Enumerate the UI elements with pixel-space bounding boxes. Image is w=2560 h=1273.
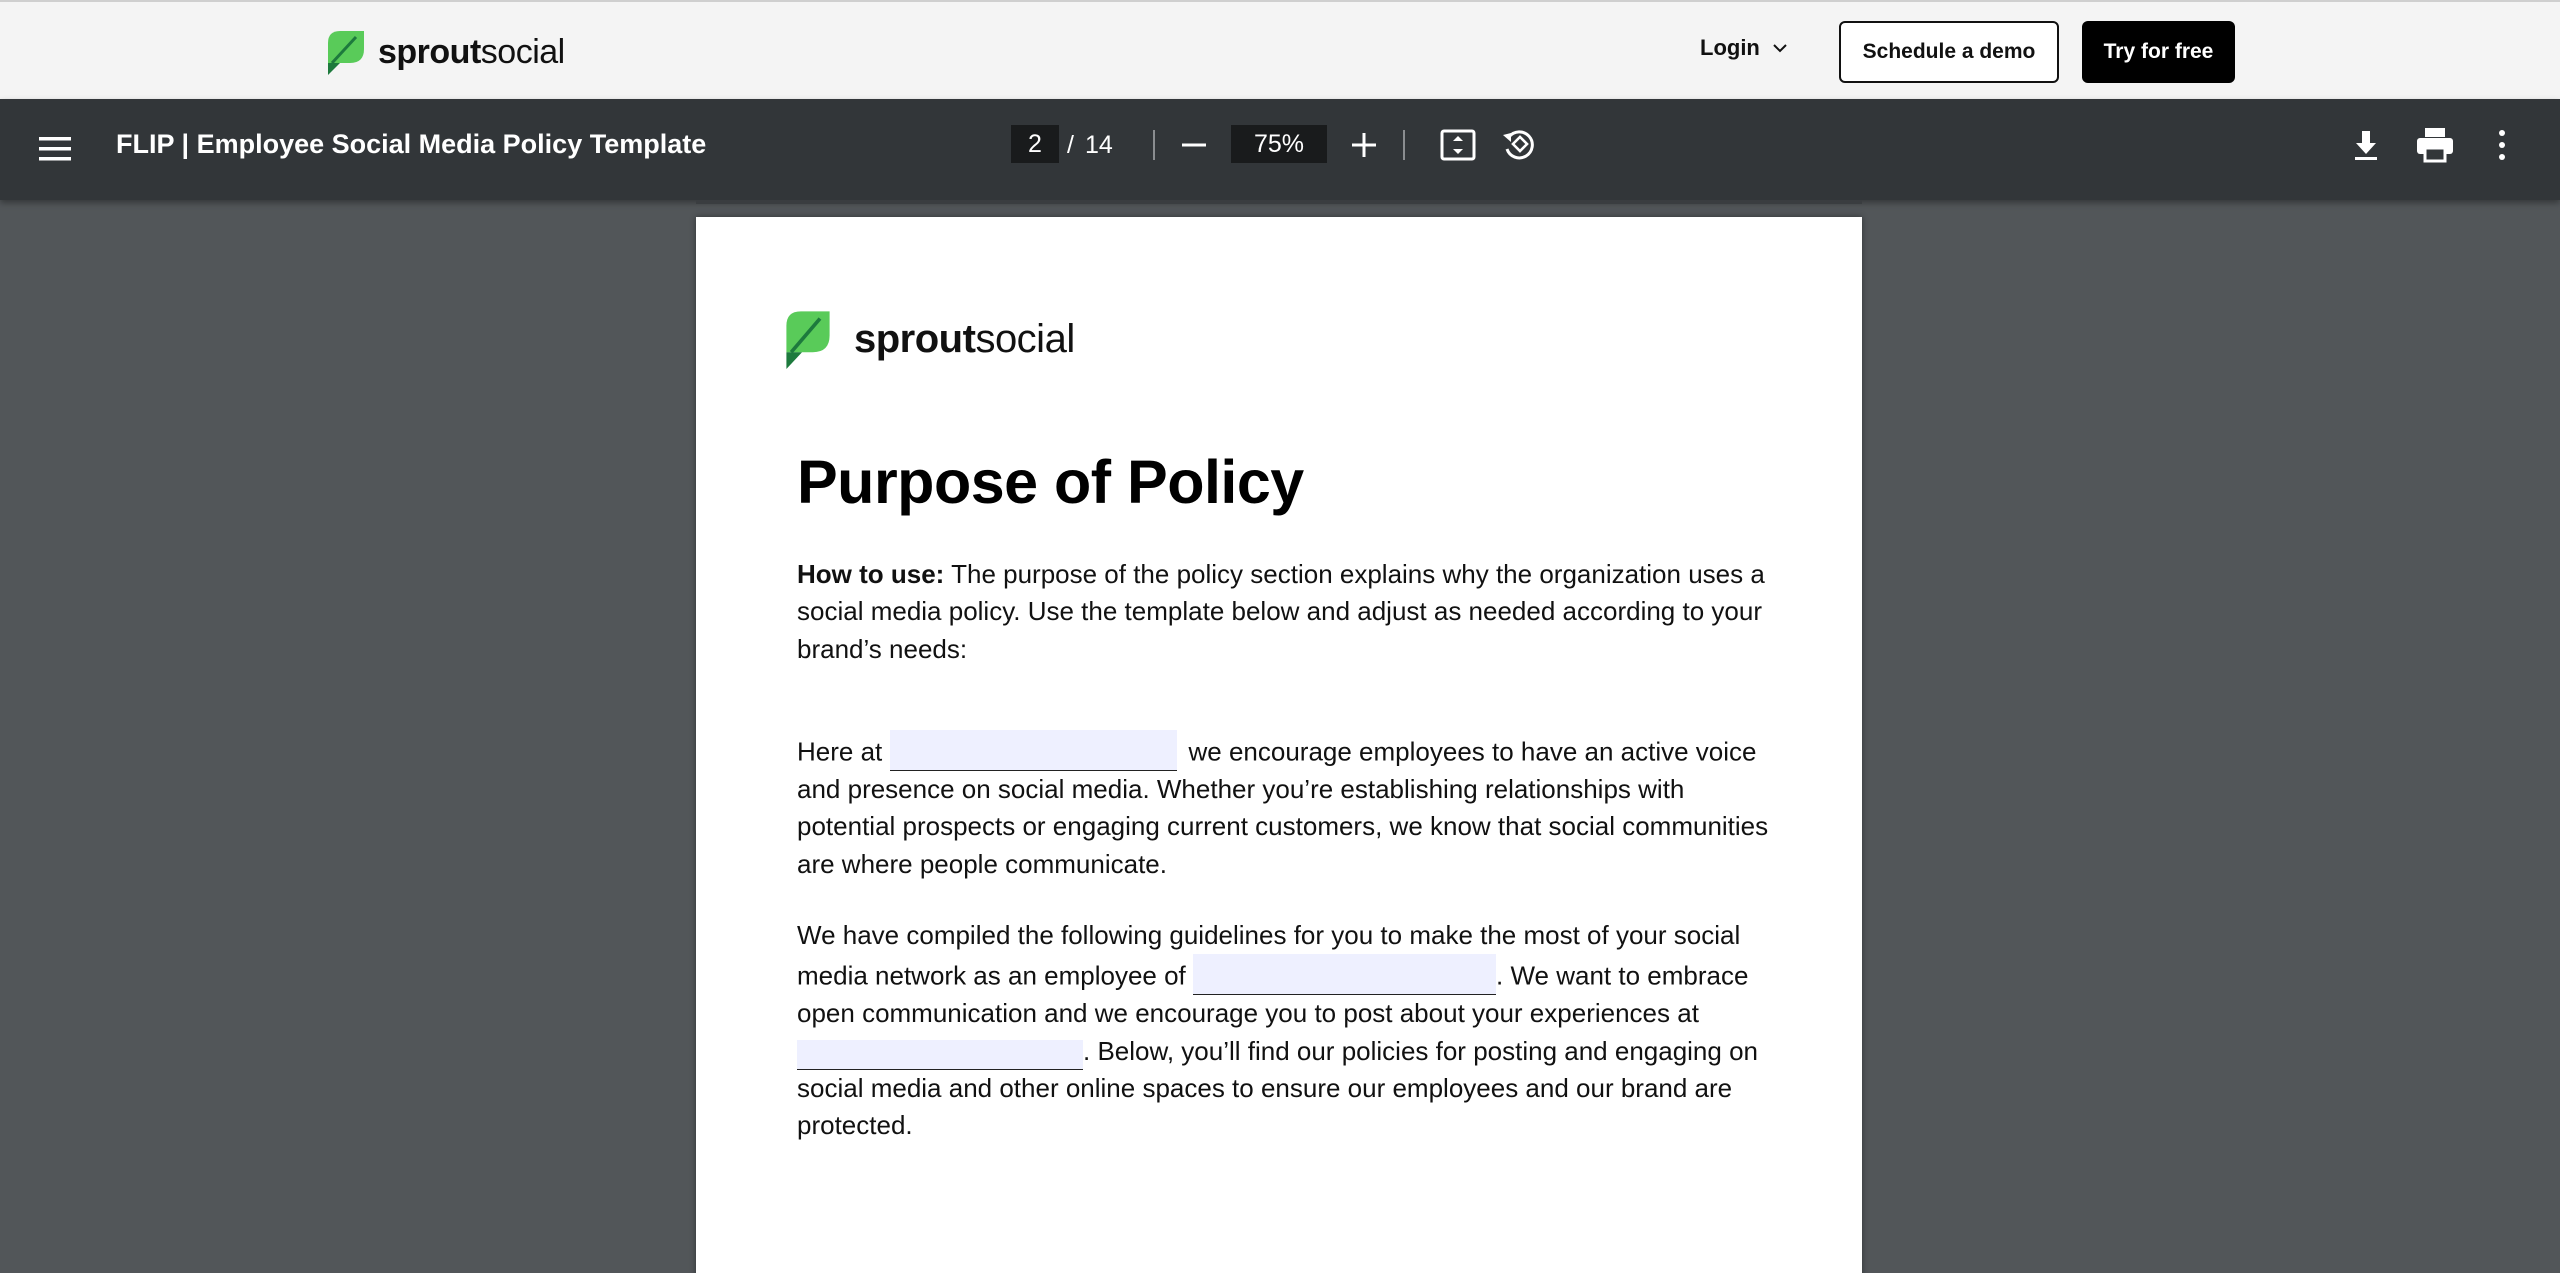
brand-bold: sprout: [378, 32, 481, 71]
toolbar-divider: [1403, 130, 1405, 160]
login-label: Login: [1700, 35, 1760, 60]
para2-after: we encourage employees to have an active voice and presence on social media. Whether you’re establishing relationships with potential prospects or engaging current customers, we know that social communities are where people communicate.: [797, 736, 1769, 879]
how-to-use-text: The purpose of the policy section explains why the organization uses a social media policy. Use the template below and adjust as needed according to your brand’s needs:: [797, 559, 1765, 664]
menu-icon[interactable]: [38, 132, 72, 166]
login-dropdown[interactable]: [1700, 35, 1788, 61]
chevron-down-icon: [1772, 40, 1788, 56]
how-to-use-paragraph: [797, 556, 1777, 668]
rotate-icon[interactable]: [1499, 125, 1539, 165]
try-for-free-button[interactable]: Try for free: [2082, 21, 2235, 83]
download-icon[interactable]: [2348, 127, 2384, 163]
toolbar-divider: [1153, 130, 1155, 160]
total-pages: 14: [1085, 131, 1113, 159]
schedule-demo-button[interactable]: Schedule a demo: [1839, 21, 2059, 83]
print-icon[interactable]: [2415, 126, 2455, 164]
zoom-in-icon[interactable]: [1346, 127, 1382, 163]
sproutsocial-logo[interactable]: [326, 28, 565, 76]
page-number-input[interactable]: [1011, 125, 1059, 163]
document-logo: [784, 309, 1075, 369]
fit-page-icon[interactable]: [1438, 125, 1478, 165]
page-separator: /: [1067, 131, 1074, 159]
page-heading: Purpose of Policy: [797, 448, 1304, 516]
zoom-out-icon[interactable]: [1176, 127, 1212, 163]
brand-regular: social: [480, 32, 565, 71]
site-header: [0, 0, 2560, 99]
leaf-logo-icon: [784, 309, 832, 369]
more-options-icon[interactable]: [2492, 127, 2512, 163]
para2-before: Here at: [797, 736, 883, 767]
document-title: FLIP | Employee Social Media Policy Template: [116, 129, 707, 159]
company-name-field[interactable]: [890, 730, 1177, 771]
brand-regular: social: [975, 316, 1075, 361]
guidelines-paragraph: [797, 917, 1777, 1144]
intro-paragraph: [797, 730, 1777, 883]
how-to-use-label: How to use:: [797, 559, 945, 589]
brand-bold: sprout: [854, 316, 976, 361]
brand-wordmark: [378, 33, 565, 72]
previous-page-edge: [696, 200, 1862, 204]
zoom-level-input[interactable]: [1231, 125, 1327, 163]
pdf-toolbar: [0, 99, 2560, 200]
para3-after: . Below, you’ll find our policies for posting and engaging on social media and other online spaces to ensure our employees and our brand are protected.: [797, 1035, 1758, 1141]
employer-name-field[interactable]: [1193, 954, 1496, 995]
company-experience-field[interactable]: [797, 1040, 1083, 1070]
para3-before: We have compiled the following guidelines for you to make the most of your social media network as an employee of: [797, 920, 1741, 991]
para3-middle: . We want to embrace open communication and we encourage you to post about your experiences at: [797, 961, 1749, 1029]
document-brand-wordmark: [854, 317, 1075, 362]
leaf-logo-icon: [326, 29, 366, 75]
pdf-page: [696, 217, 1862, 1273]
